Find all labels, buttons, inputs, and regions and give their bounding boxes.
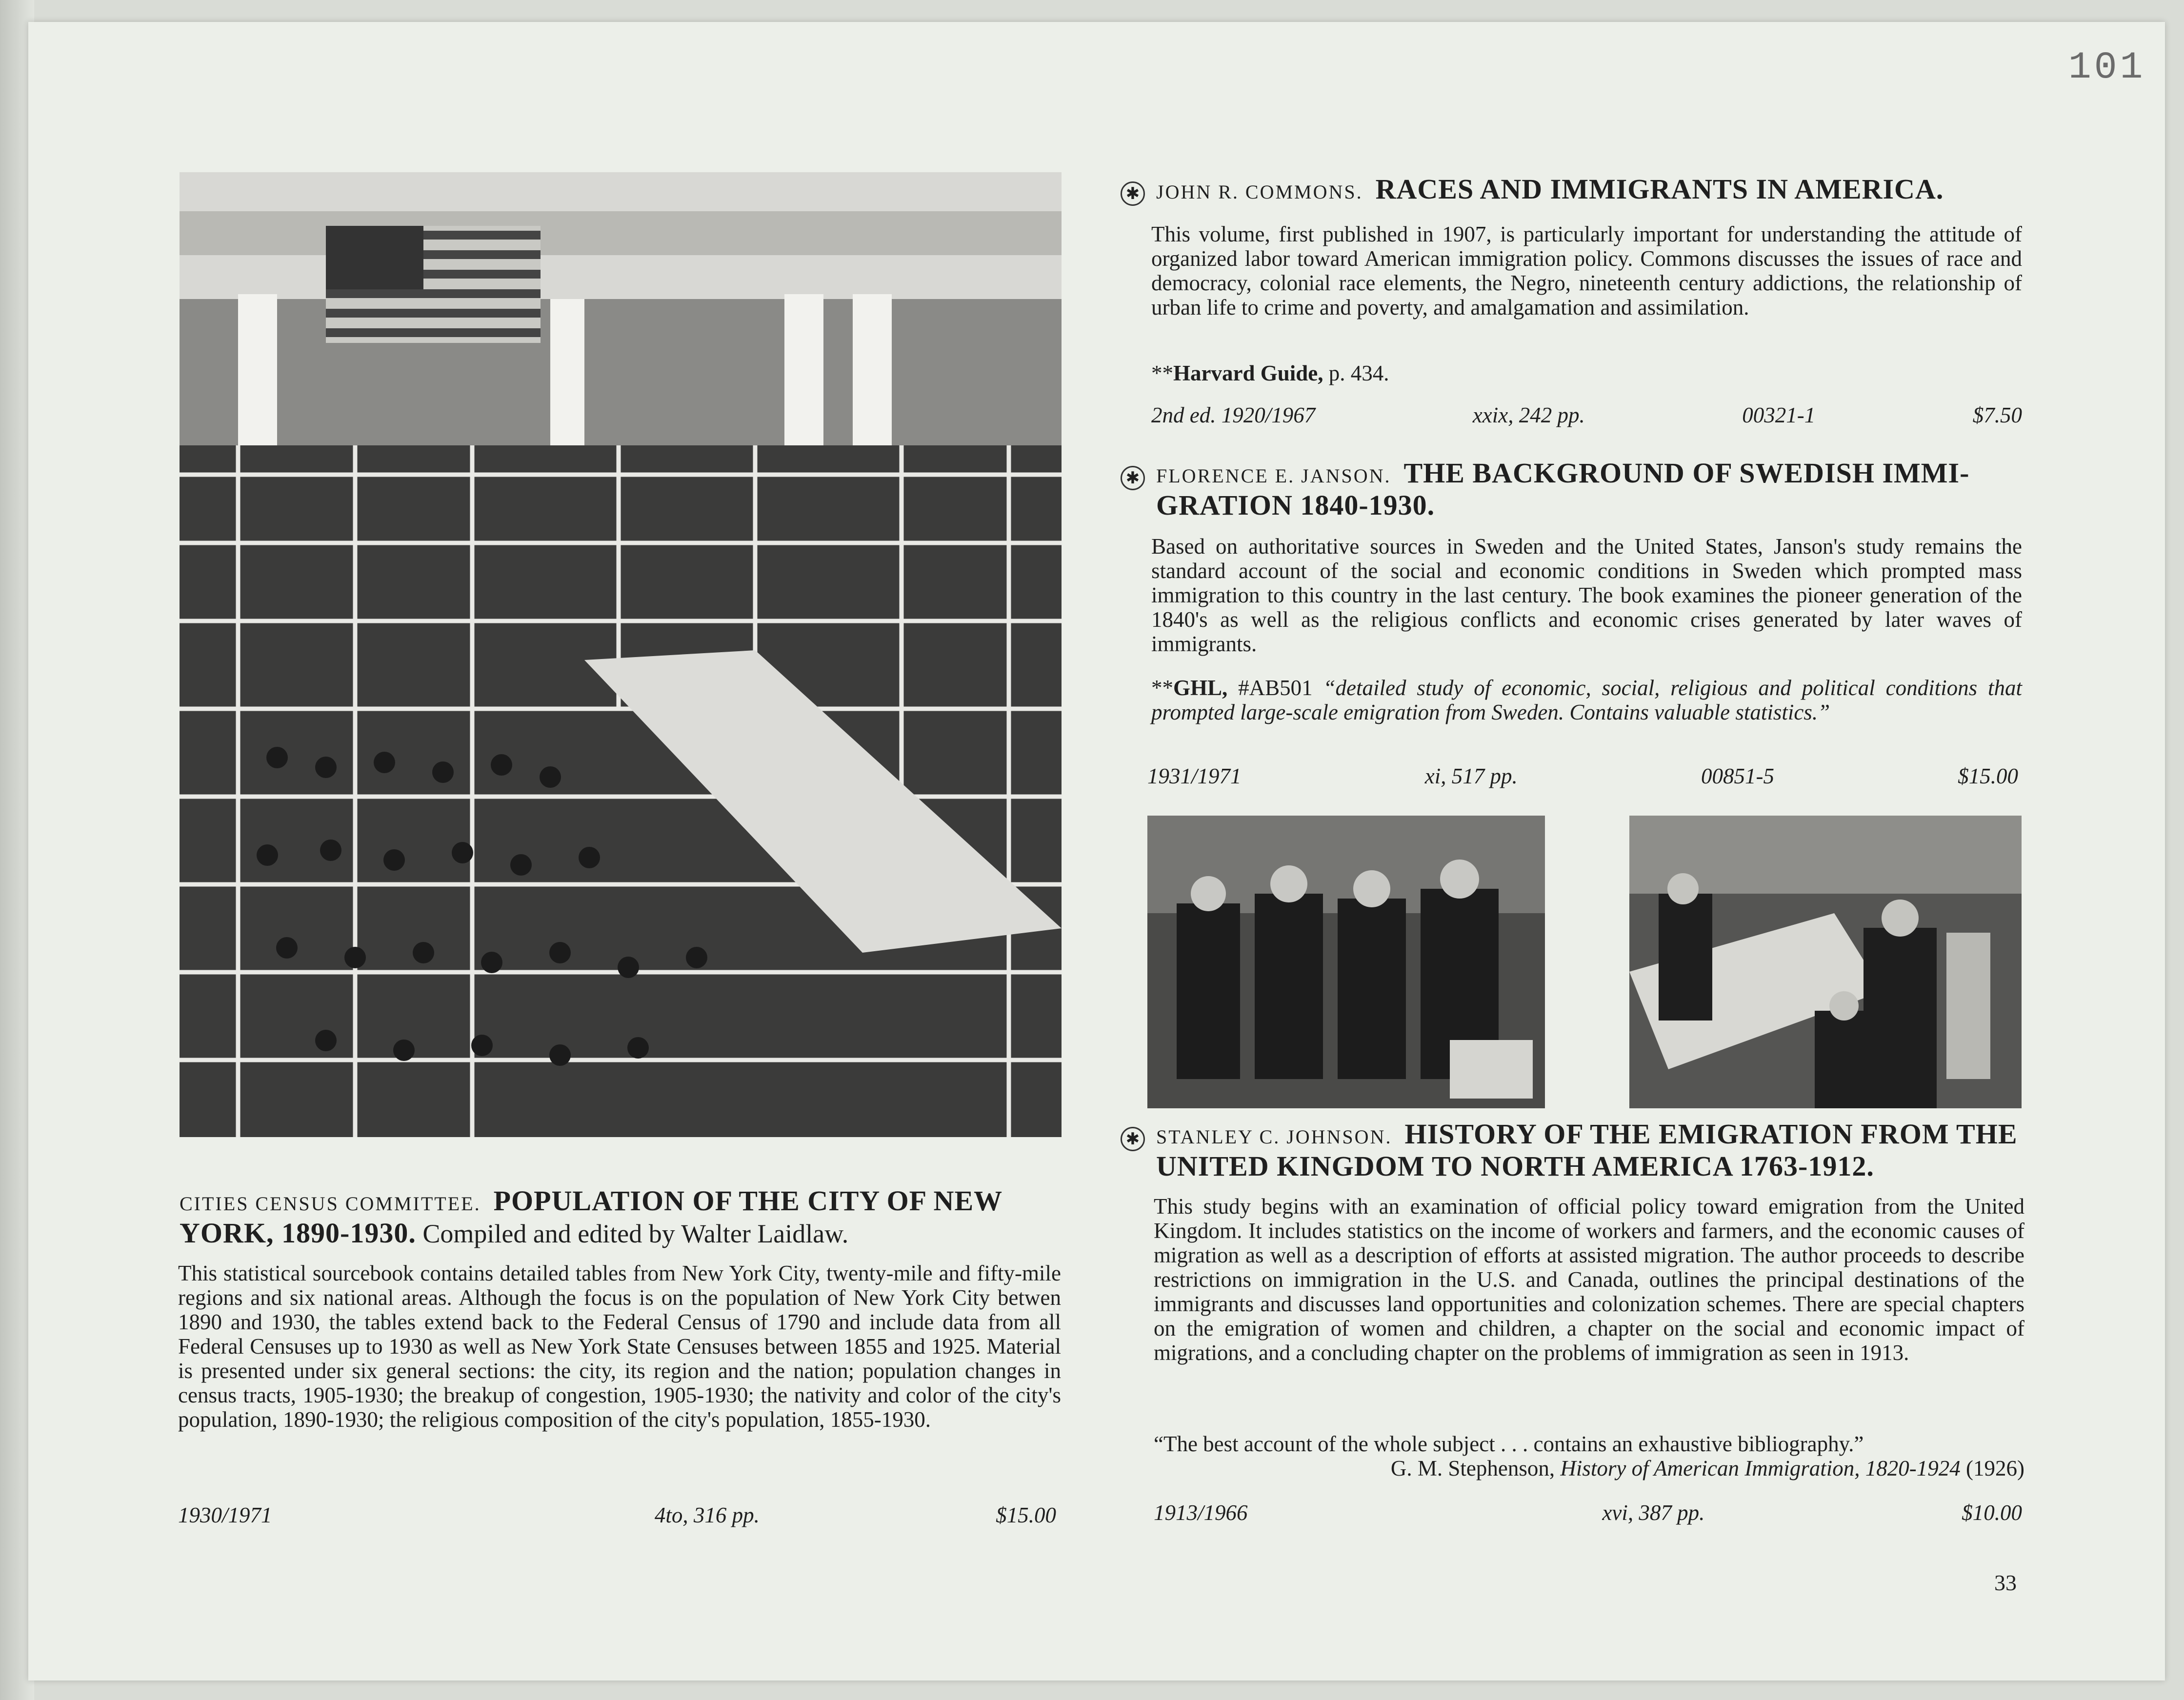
- johnson-quote: [1154, 1432, 2024, 1480]
- inspection-counter-photo: [1629, 816, 2022, 1108]
- johnson-date: 1913/1966: [1154, 1500, 1248, 1525]
- janson-entry-heading: [1156, 459, 2024, 520]
- janson-reference: [1151, 676, 2022, 724]
- commons-author: JOHN R. COMMONS.: [1156, 181, 1363, 203]
- page-number: 33: [1994, 1570, 2017, 1595]
- johnson-description: This study begins with an examination of official policy toward emigration from the United Kingdom. It includes statistics on the income of workers and farmers, and the economic causes of migration as well as a description of efforts at assisted migration. The author proceeds to describe restrictions on immigration in the U.S. and Canada, outlines the principal destinations of the immigrants and discusses land opportunities and colonization schemes. There are special chapters on the emigration of women and children, a chapter on the social and economic impact of migrations, and a concluding chapter on the problems of immigration as seen in 1913.: [1154, 1194, 2024, 1365]
- census-price: $15.00: [996, 1503, 1056, 1527]
- census-title-a: POPULATION OF THE CITY OF NEW: [493, 1185, 1003, 1217]
- census-meta: [178, 1502, 1056, 1528]
- commons-description: This volume, first published in 1907, is particularly important for understanding the attitude of organized labor toward American immigration policy. Commons discusses the issues of race and democracy, colonial race elements, the Negro, nineteenth century addictions, the relationship of urban life to crime and poverty, and amalgamation and assimilation.: [1151, 222, 2022, 320]
- janson-meta: [1147, 763, 2018, 789]
- janson-code: 00851-5: [1701, 764, 1774, 788]
- census-date: 1930/1971: [178, 1503, 272, 1527]
- johnson-pages: xvi, 387 pp.: [1602, 1500, 1705, 1525]
- janson-pages: xi, 517 pp.: [1424, 764, 1518, 788]
- commons-entry-heading: [1156, 175, 2024, 207]
- census-description: This statistical sourcebook contains detailed tables from New York City, twenty-mile and fifty-mile regions and six national areas. Although the focus is on the population of New York City betwen 1890 and 1930, the tables extend back to the Federal Census of 1790 and include data from all Federal Censuses up to 1930 as well as New York State Censuses between 1855 and 1925. Material is presented under six general sections: the city, its region and the nation; population changes in census tracts, 1905-1930; the breakup of congestion, 1905-1930; the nativity and color of the city's population, 1890-1930; the religious composition of the city's population, 1855-1930.: [178, 1261, 1061, 1432]
- johnson-quote-attribution: [1154, 1456, 2024, 1480]
- census-entry-heading: [180, 1186, 1062, 1248]
- commons-meta: [1151, 402, 2022, 428]
- commons-code: 00321-1: [1742, 403, 1816, 427]
- johnson-quote-source: History of American Immigration, 1820-1924: [1560, 1456, 1961, 1480]
- janson-price: $15.00: [1958, 764, 2018, 788]
- johnson-title-b: UNITED KINGDOM TO NORTH AMERICA 1763-1912.: [1156, 1150, 1874, 1182]
- ellis-island-photo: [180, 172, 1062, 1137]
- commons-pages: xxix, 242 pp.: [1472, 403, 1585, 427]
- commons-reference: [1151, 361, 2022, 385]
- census-pages: 4to, 316 pp.: [654, 1503, 760, 1527]
- order-mark-icon: ✱: [1121, 466, 1145, 490]
- janson-title-a: THE BACKGROUND OF SWEDISH IMMI-: [1403, 457, 1970, 489]
- janson-title-b: GRATION 1840-1930.: [1156, 489, 1435, 521]
- johnson-entry-heading: [1156, 1120, 2034, 1181]
- census-subtitle: Compiled and edited by Walter Laidlaw.: [422, 1219, 849, 1248]
- order-mark-icon: ✱: [1121, 181, 1145, 206]
- janson-date: 1931/1971: [1147, 764, 1242, 788]
- commons-ref-prefix: **: [1151, 361, 1173, 385]
- order-mark-icon: ✱: [1121, 1127, 1145, 1151]
- johnson-meta: [1154, 1500, 2022, 1525]
- page-stamp: 101: [2068, 46, 2146, 89]
- immigrant-men-photo: [1147, 816, 1545, 1108]
- janson-description: Based on authoritative sources in Sweden and the United States, Janson's study remains the standard account of the social and economic conditions in Sweden which prompted mass immigration to this country in the last century. The book examines the pioneer generation of the 1840's as well as the religious conflicts and economic crises generated by later waves of immigrants.: [1151, 534, 2022, 656]
- commons-date: 2nd ed. 1920/1967: [1151, 403, 1316, 427]
- commons-ref-page: p. 434.: [1323, 361, 1389, 385]
- johnson-quote-year: (1926): [1966, 1456, 2024, 1480]
- johnson-author: STANLEY C. JOHNSON.: [1156, 1126, 1392, 1148]
- janson-author: FLORENCE E. JANSON.: [1156, 465, 1391, 487]
- janson-ref-number: #AB501: [1227, 676, 1323, 700]
- commons-title: RACES AND IMMIGRANTS IN AMERICA.: [1375, 173, 1944, 205]
- janson-ref-source: GHL,: [1173, 676, 1228, 700]
- commons-price: $7.50: [1972, 403, 2022, 427]
- johnson-quote-author: G. M. Stephenson,: [1390, 1456, 1555, 1480]
- commons-ref-source: Harvard Guide,: [1173, 361, 1323, 385]
- janson-ref-prefix: **: [1151, 676, 1173, 700]
- johnson-price: $10.00: [1962, 1500, 2022, 1525]
- census-title-b: YORK, 1890-1930.: [180, 1217, 416, 1249]
- census-author: CITIES CENSUS COMMITTEE.: [180, 1193, 481, 1215]
- janson-ref-quote: “detailed study of economic, social, religious and political conditions that prompted large-scale emigration from Sweden. Contains valuable statistics.”: [1151, 676, 2023, 724]
- johnson-quote-text: “The best account of the whole subject . . . contains an exhaustive bibliography.”: [1154, 1432, 1864, 1456]
- johnson-title-a: HISTORY OF THE EMIGRATION FROM THE: [1404, 1118, 2018, 1150]
